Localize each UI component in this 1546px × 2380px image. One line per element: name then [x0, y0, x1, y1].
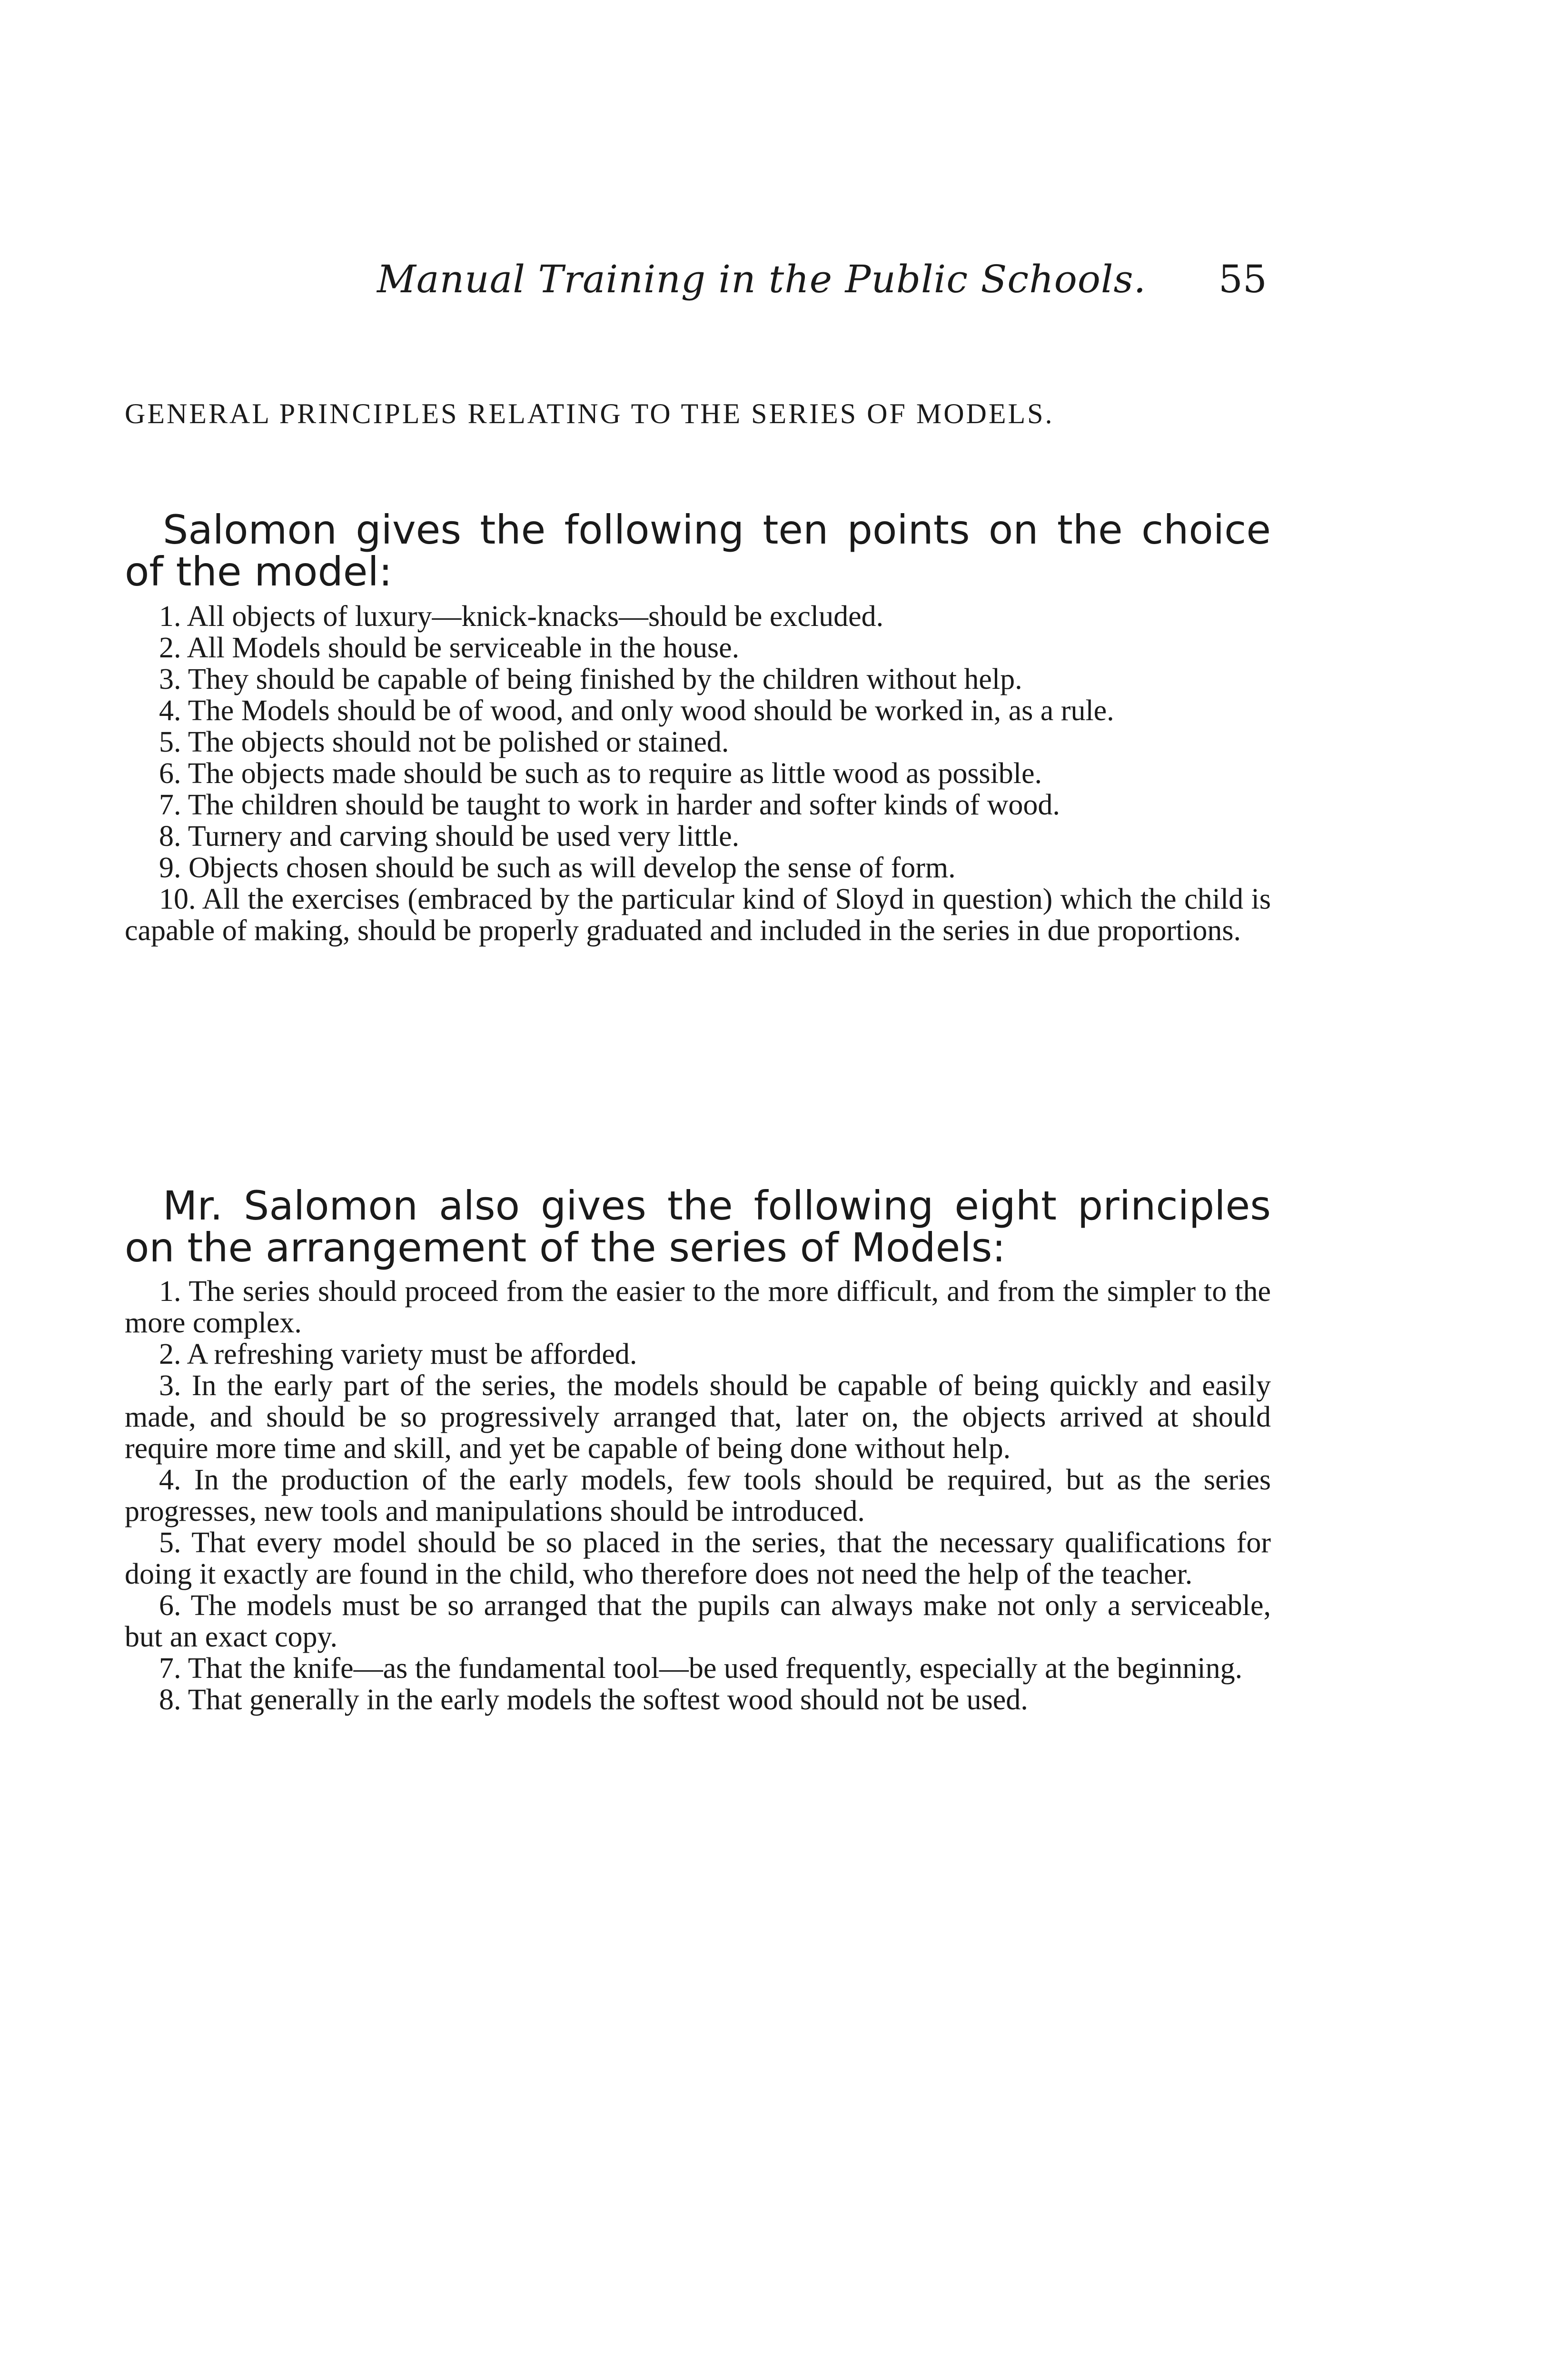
item-number: 1.: [159, 600, 181, 633]
section-heading: GENERAL PRINCIPLES RELATING TO THE SERIES OF MODELS.: [125, 398, 1054, 429]
list-item: [125, 1276, 1271, 1339]
item-text: That every model should be so placed in the series, that the necessary qualifications for doing it exactly are found in the child, who therefore does not need the help of the teacher.: [125, 1527, 1271, 1590]
item-text: Objects chosen should be such as will develop the sense of form.: [188, 852, 956, 884]
item-text: All Models should be serviceable in the house.: [187, 632, 740, 664]
item-text: The objects made should be such as to require as little wood as possible.: [188, 757, 1042, 790]
item-text: They should be capable of being finished by the children without help.: [188, 663, 1022, 695]
item-number: 2.: [159, 632, 181, 664]
item-number: 6.: [159, 757, 181, 790]
item-text: All the exercises (embraced by the particular kind of Sloyd in question) which the child is capable of making, should be properly graduated and included in the series in due proportions.: [125, 883, 1271, 947]
item-number: 8.: [159, 1684, 181, 1716]
item-number: 6.: [159, 1589, 181, 1622]
page-number: 55: [1219, 257, 1267, 301]
list-item: [125, 1527, 1271, 1590]
item-text: The models must be so arranged that the pupils can always make not only a serviceable, but an exact copy.: [125, 1589, 1271, 1653]
list-item: [125, 821, 1271, 852]
item-text: In the early part of the series, the models should be capable of being quickly and easily made, and should be so progressively arranged that, later on, the objects arrived at should require more time and skill, and yet be capable of being done without help.: [125, 1369, 1271, 1465]
list-item: [125, 789, 1271, 821]
list-item: [125, 758, 1271, 789]
item-text: That generally in the early models the softest wood should not be used.: [188, 1684, 1028, 1716]
item-number: 7.: [159, 789, 181, 821]
item-text: The objects should not be polished or stained.: [188, 726, 729, 758]
list-item: [125, 1370, 1271, 1464]
eight-principles-list: [125, 1276, 1271, 1716]
list-item: [125, 695, 1271, 726]
item-text: The children should be taught to work in harder and softer kinds of wood.: [188, 789, 1060, 821]
item-number: 5.: [159, 1527, 181, 1559]
item-text: In the production of the early models, few tools should be required, but as the series progresses, new tools and manipulations should be introduced.: [125, 1464, 1271, 1527]
running-title: Manual Training in the Public Schools.: [377, 257, 1146, 301]
list-item: [125, 1339, 1271, 1370]
item-text: A refreshing variety must be afforded.: [187, 1338, 637, 1370]
item-number: 9.: [159, 852, 181, 884]
list-item: [125, 601, 1271, 632]
list-item: [125, 664, 1271, 695]
item-number: 10.: [159, 883, 196, 915]
list-item: [125, 1590, 1271, 1653]
ten-points-list: [125, 601, 1271, 946]
item-text: All objects of luxury—knick-knacks—should be excluded.: [187, 600, 884, 633]
item-text: The series should proceed from the easier to the more difficult, and from the simpler to the more complex.: [125, 1275, 1271, 1339]
item-number: 5.: [159, 726, 181, 758]
list-item: [125, 852, 1271, 883]
list-item: [125, 726, 1271, 758]
eight-principles-intro: Mr. Salomon also gives the following eight principles on the arrangement of the series of Models:: [125, 1182, 1271, 1271]
list-item: [125, 1684, 1271, 1716]
ten-points-intro: Salomon gives the following ten points on the choice of the model:: [125, 506, 1271, 595]
item-number: 4.: [159, 694, 181, 727]
item-text: The Models should be of wood, and only wood should be worked in, as a rule.: [188, 694, 1114, 727]
item-number: 4.: [159, 1464, 181, 1496]
item-text: Turnery and carving should be used very little.: [188, 820, 740, 853]
item-number: 3.: [159, 663, 181, 695]
item-number: 8.: [159, 820, 181, 853]
item-number: 3.: [159, 1369, 181, 1402]
list-item: [125, 1653, 1271, 1684]
list-item: [125, 883, 1271, 946]
item-number: 2.: [159, 1338, 181, 1370]
list-item: [125, 632, 1271, 664]
item-text: That the knife—as the fundamental tool—be used frequently, especially at the beginning.: [188, 1652, 1243, 1685]
list-item: [125, 1464, 1271, 1527]
item-number: 7.: [159, 1652, 181, 1685]
item-number: 1.: [159, 1275, 181, 1308]
